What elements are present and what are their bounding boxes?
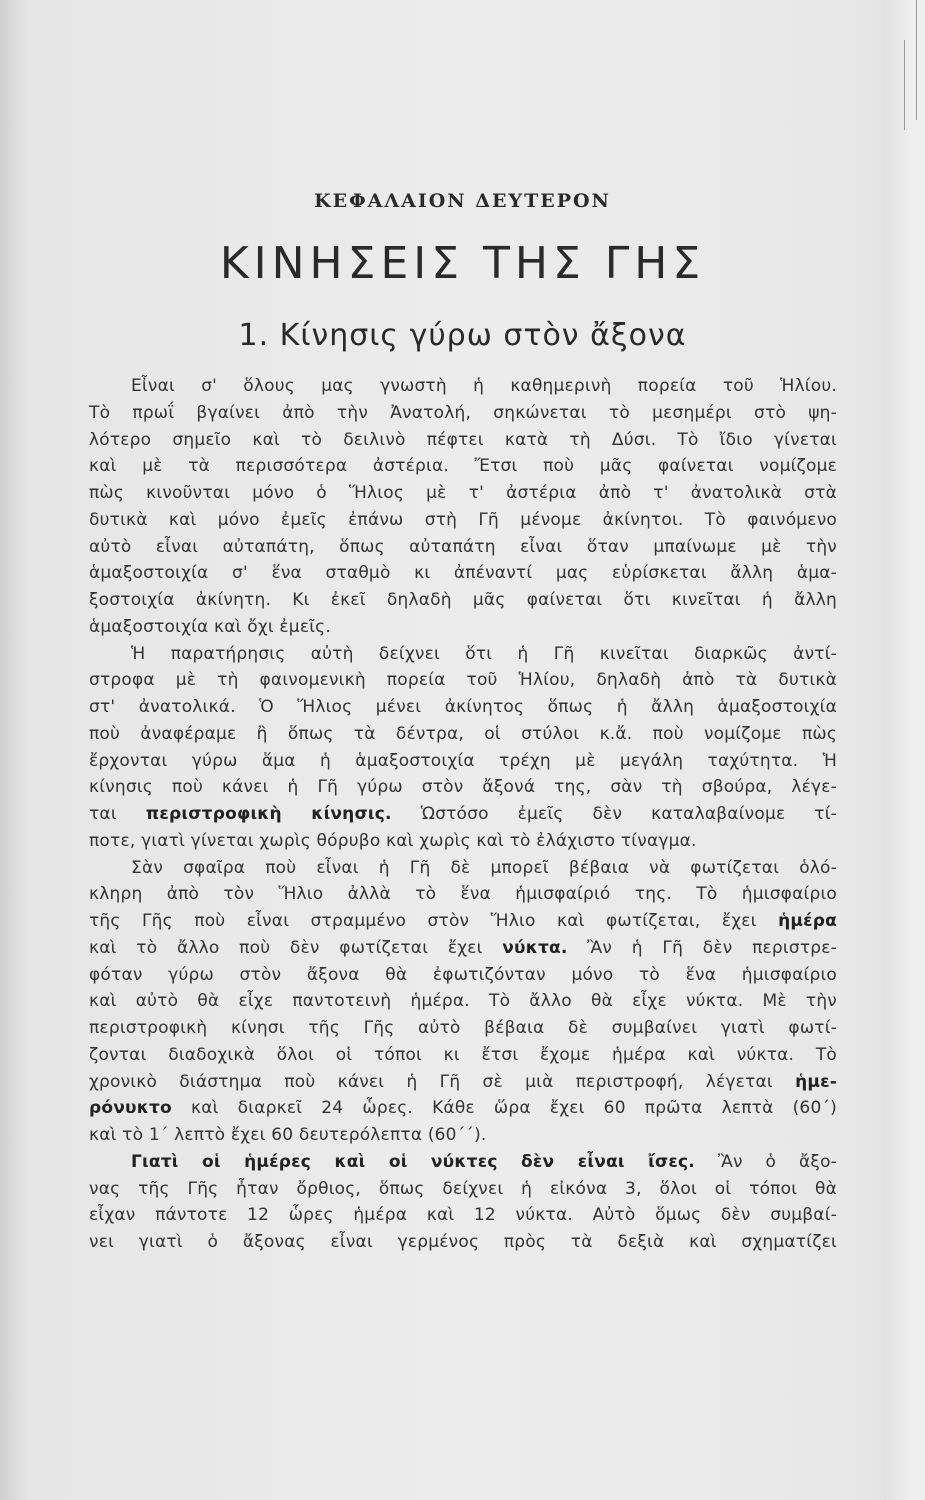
text-line: αὐτὸ εἶναι αὐταπάτη, ὅπως αὐταπάτη εἶναι ὅταν μπαίνωμε μὲ τὴν [89, 536, 837, 557]
text-run: ται [89, 804, 146, 824]
page-edge-shadow [885, 0, 925, 1500]
bold-term: περιστροφικὴ κίνησις. [145, 804, 392, 824]
text-line: ἁμαξοστοιχία σ' ἕνα σταθμὸ κι ἀπέναντί μας εὑρίσκεται ἄλλη ἁμα- [89, 563, 837, 584]
text-line: ἁμαξοστοιχία καὶ ὄχι ἐμεῖς. [89, 616, 331, 637]
text-line: καὶ τὸ 1΄ λεπτὸ ἔχει 60 δευτερόλεπτα (60΄΄). [89, 1125, 487, 1145]
bold-term: ἡμέρα [778, 911, 837, 931]
body-text [89, 373, 837, 1256]
text-line: ποὺ ἀναφέραμε ἢ ὅπως τὰ δέντρα, οἱ στύλοι κ.ἄ. ποὺ νομίζομε πὼς [89, 723, 837, 744]
text-line [89, 1095, 837, 1122]
text-line [89, 908, 837, 935]
text-line: νει γιατὶ ὁ ἄξονας εἶναι γερμένος πρὸς τὰ δεξιὰ καὶ σχηματίζει [89, 1232, 837, 1252]
bold-heading: Γιατὶ οἱ ἡμέρες καὶ οἱ νύκτες δὲν εἶναι ἴσες. [131, 1151, 695, 1172]
text-line: Τὸ πρωΐ βγαίνει ἀπὸ τὴν Ἀνατολή, σηκώνεται τὸ μεσημέρι στὸ ψη- [89, 402, 837, 423]
text-line: ξοστοιχία ἀκίνητη. Κι ἐκεῖ δηλαδὴ μᾶς φαίνεται ὅτι κινεῖται ἡ ἄλλη [89, 590, 837, 610]
text-line: καὶ αὐτὸ θὰ εἶχε παντοτεινὴ ἡμέρα. Τὸ ἄλλο θὰ εἶχε νύκτα. Μὲ τὴν [89, 991, 837, 1012]
text-line: ἔρχονται γύρω ἅμα ἡ ἁμαξοστοιχία τρέχη μὲ μεγάλη ταχύτητα. Ἡ [89, 750, 837, 771]
section-title: 1. Κίνησις γύρω στὸν ἄξονα [238, 318, 687, 353]
text-run: χρονικὸ διάστημα ποὺ κάνει ἡ Γῆ σὲ μιὰ περιστροφή, λέγεται [89, 1071, 796, 1092]
text-line: Εἶναι σ' ὅλους μας γνωστὴ ἡ καθημερινὴ πορεία τοῦ Ἡλίου. [131, 376, 837, 396]
text-line: πὼς κινοῦνται μόνο ὁ Ἥλιος μὲ τ' ἀστέρια ἀπὸ τ' ἀνατολικὰ στὰ [89, 483, 837, 503]
chapter-label: ΚΕΦΑΛΑΙΟΝ ΔΕΥΤΕΡΟΝ [314, 190, 611, 212]
text-line: κίνησις ποὺ κάνει ἡ Γῆ γύρω στὸν ἄξονά της, σὰν τὴ σβούρα, λέγε- [89, 777, 837, 798]
main-title: ΚΙΝΗΣΕΙΣ ΤΗΣ ΓΗΣ [219, 238, 706, 289]
text-line: φόταν γύρω στὸν ἄξονα θὰ ἐφωτιζόνταν μόνο τὸ ἕνα ἡμισφαίριο [89, 964, 837, 985]
text-run: καὶ διαρκεῖ 24 ὧρες. Κάθε ὥρα ἔχει 60 πρῶτα λεπτὰ (60΄) [171, 1098, 837, 1119]
text-run: Ὡστόσο ἐμεῖς δὲν καταλαβαίνομε τί- [391, 804, 837, 824]
text-run: τῆς Γῆς ποὺ εἶναι στραμμένο στὸν Ἥλιο καὶ φωτίζεται, ἔχει [89, 911, 779, 931]
text-line [89, 1149, 837, 1176]
text-line: Ἡ παρατήρησις αὐτὴ δείχνει ὅτι ἡ Γῆ κινεῖται διαρκῶς ἀντί- [131, 643, 837, 664]
text-run: Ἂν ἡ Γῆ δὲν περιστρε- [567, 937, 837, 958]
text-line: Σὰν σφαῖρα ποὺ εἶναι ἡ Γῆ δὲ μπορεῖ βέβαια νὰ φωτίζεται ὁλό- [131, 857, 837, 878]
text-line: ζονται διαδοχικὰ ὅλοι οἱ τόποι κι ἔτσι ἔχομε ἡμέρα καὶ νύκτα. Τὸ [89, 1044, 837, 1065]
text-line [89, 935, 837, 962]
text-line: καὶ μὲ τὰ περισσότερα ἀστέρια. Ἔτσι ποὺ μᾶς φαίνεται νομίζομε [89, 456, 837, 477]
text-line: στ' ἀνατολικά. Ὁ Ἥλιος μένει ἀκίνητος ὅπως ἡ ἄλλη ἁμαξοστοιχία [89, 697, 837, 717]
text-line [89, 1069, 837, 1096]
bold-term: ἡμε- [795, 1071, 837, 1092]
bold-term: ρόνυκτο [89, 1098, 172, 1119]
text-line: περιστροφικὴ κίνησι τῆς Γῆς αὐτὸ βέβαια δὲ συμβαίνει γιατὶ φωτί- [89, 1018, 837, 1038]
text-line: νας τῆς Γῆς ἦταν ὄρθιος, ὅπως δείχνει ἡ εἰκόνα 3, ὅλοι οἱ τόποι θὰ [89, 1178, 837, 1199]
text-line [89, 801, 837, 828]
bold-term: νύκτα. [502, 937, 568, 958]
text-line: λότερο σημεῖο καὶ τὸ δειλινὸ πέφτει κατὰ τὴ Δύσι. Τὸ ἴδιο γίνεται [89, 429, 837, 450]
text-line: εἶχαν πάντοτε 12 ὧρες ἡμέρα καὶ 12 νύκτα. Αὐτὸ ὅμως δὲν συμβαί- [89, 1205, 837, 1226]
text-line: στροφα μὲ τὴ φαινομενικὴ πορεία τοῦ Ἡλίου, δηλαδὴ ἀπὸ τὰ δυτικὰ [89, 670, 837, 691]
page-edge-line [904, 40, 905, 130]
text-run: καὶ τὸ ἄλλο ποὺ δὲν φωτίζεται ἔχει [89, 937, 503, 958]
text-line: κληρη ἀπὸ τὸν Ἥλιο ἀλλὰ τὸ ἕνα ἡμισφαίριό της. Τὸ ἡμισφαίριο [89, 884, 837, 905]
text-line: δυτικὰ καὶ μόνο ἐμεῖς ἐπάνω στὴ Γῆ μένομε ἀκίνητοι. Τὸ φαινόμενο [89, 509, 837, 530]
text-line: ποτε, γιατὶ γίνεται χωρὶς θόρυβο καὶ χωρὶς καὶ τὸ ἐλάχιστο τίναγμα. [89, 830, 697, 851]
text-run: Ἂν ὁ ἄξο- [694, 1151, 837, 1172]
page-edge-line [916, 0, 917, 120]
